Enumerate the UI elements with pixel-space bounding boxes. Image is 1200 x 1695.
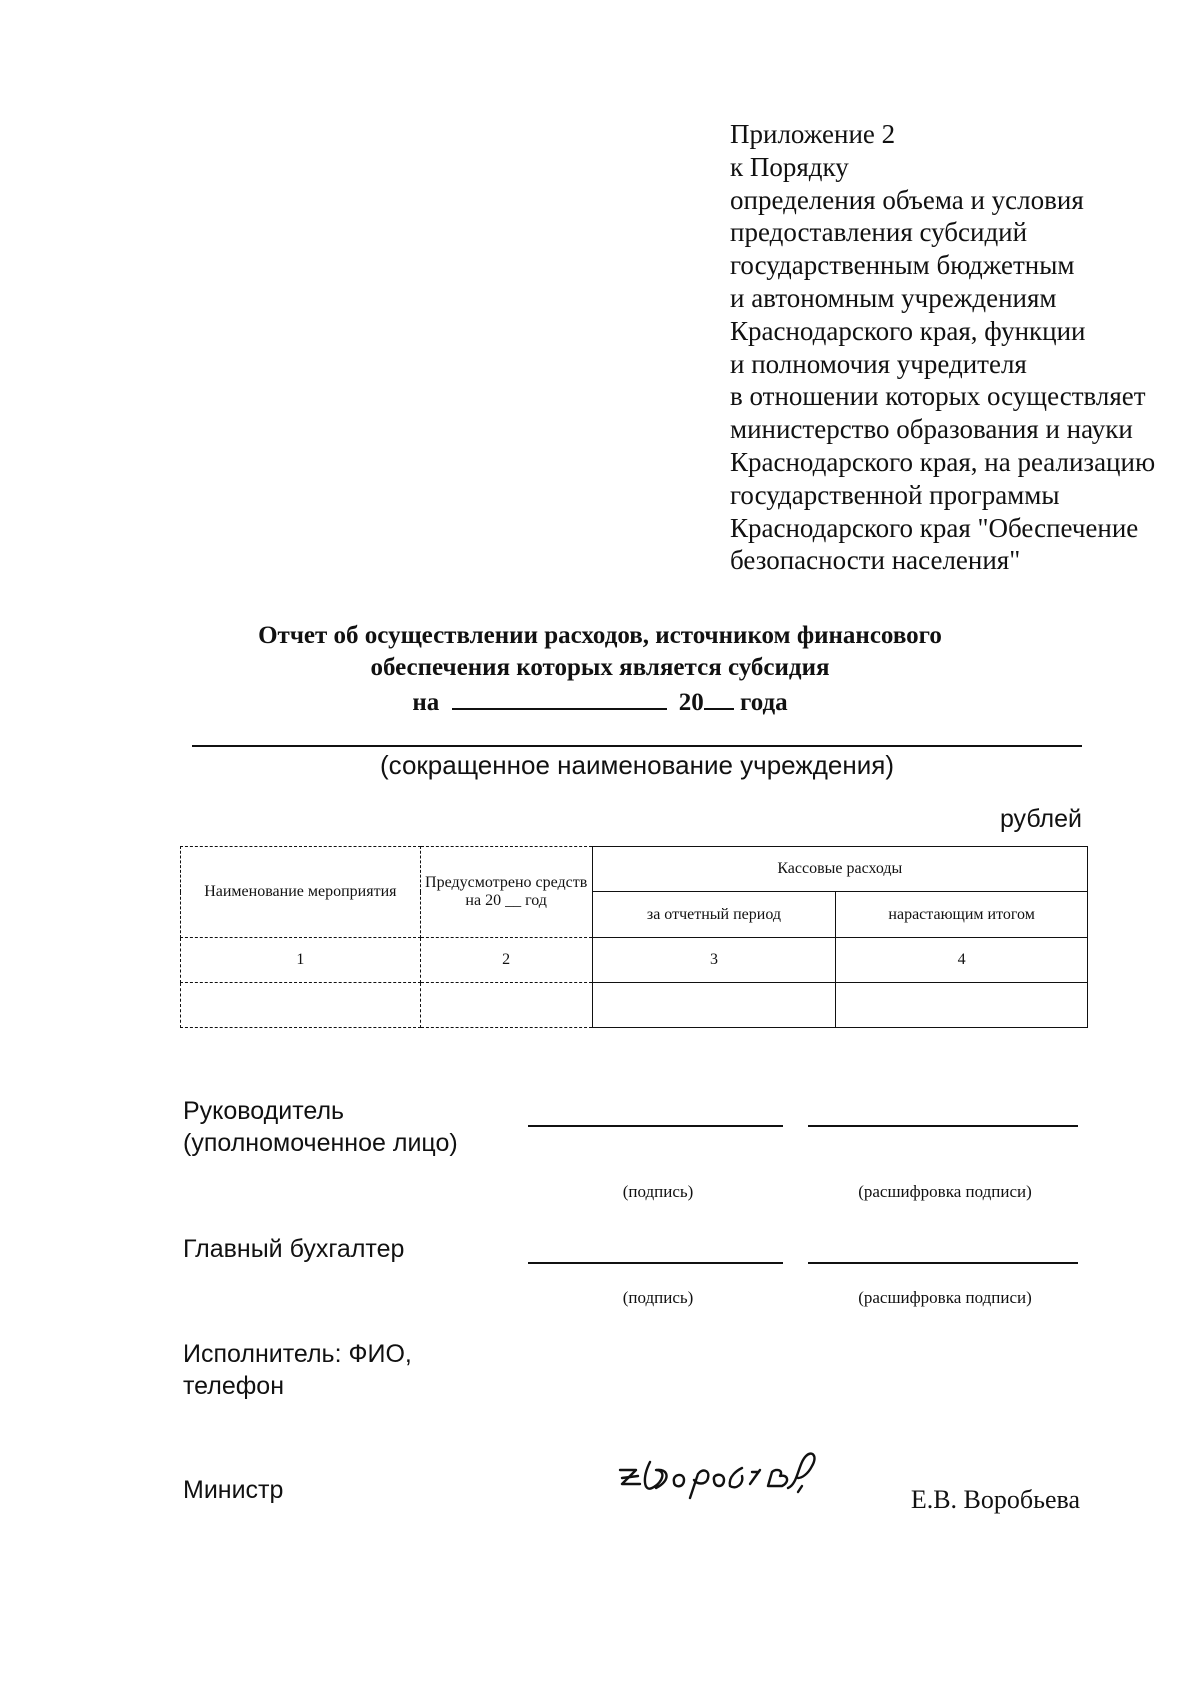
institution-caption: (сокращенное наименование учреждения): [380, 750, 894, 780]
table-cell[interactable]: [836, 983, 1088, 1028]
table-row: [181, 983, 1088, 1028]
head-signature-caption: (подпись): [622, 1182, 694, 1201]
appendix-line: Краснодарского края, функции: [730, 315, 1086, 346]
appendix-line: и полномочия учредителя: [730, 348, 1027, 379]
accountant-label: Главный бухгалтер: [183, 1235, 405, 1263]
appendix-line: министерство образования и науки: [730, 414, 1133, 445]
table-cell[interactable]: [592, 983, 836, 1028]
table-cell[interactable]: [181, 983, 421, 1028]
header-cumulative: нарастающим итогом: [836, 892, 1088, 938]
report-title-line-2: обеспечения которых является субсидия: [370, 654, 830, 681]
minister-label: Министр: [183, 1476, 284, 1504]
appendix-line: государственной программы: [730, 479, 1060, 510]
executor-label-line-2: телефон: [183, 1372, 285, 1400]
column-number: 4: [836, 938, 1088, 983]
appendix-line: Краснодарского края, на реализацию: [730, 446, 1156, 477]
year-blank: [704, 684, 734, 710]
date-prefix: на: [412, 689, 440, 716]
appendix-line: и автономным учреждениям: [730, 282, 1057, 313]
head-decode-caption: (расшифровка подписи): [858, 1182, 1032, 1201]
header-planned: Предусмотрено средств на 20 __ год: [420, 847, 592, 938]
header-cash-expenses: Кассовые расходы: [592, 847, 1087, 892]
appendix-line: к Порядку: [730, 151, 849, 182]
accountant-decode-caption: (расшифровка подписи): [858, 1288, 1032, 1307]
column-number: 1: [181, 938, 421, 983]
executor-label-line-1: Исполнитель: ФИО,: [183, 1340, 412, 1368]
head-signature-line[interactable]: [528, 1125, 783, 1127]
appendix-line: безопасности населения": [730, 545, 1021, 576]
accountant-signature-caption: (подпись): [622, 1288, 694, 1307]
accountant-signature-line[interactable]: [528, 1262, 783, 1264]
header-activity: Наименование мероприятия: [181, 847, 421, 938]
table-cell[interactable]: [420, 983, 592, 1028]
accountant-decode-line[interactable]: [808, 1262, 1078, 1264]
appendix-line: Приложение 2: [730, 119, 896, 149]
date-blank: [452, 684, 667, 710]
units-label: рублей: [999, 805, 1082, 833]
date-suffix: года: [740, 689, 788, 716]
table-header-row: [181, 847, 1088, 892]
appendix-line: Краснодарского края "Обеспечение: [730, 512, 1139, 543]
institution-blank-line: [192, 745, 1082, 747]
table-numbering-row: [181, 938, 1088, 983]
appendix-header: [730, 118, 1190, 577]
report-title-line-1: Отчет об осуществлении расходов, источником финансового: [258, 622, 942, 649]
minister-name: Е.В. Воробьева: [910, 1485, 1080, 1514]
head-label: [183, 1095, 458, 1159]
appendix-line: государственным бюджетным: [730, 250, 1075, 281]
head-label-line-1: Руководитель: [183, 1097, 345, 1125]
column-number: 3: [592, 938, 836, 983]
year-prefix: 20: [678, 689, 704, 716]
report-date-line: [150, 684, 1050, 719]
head-decode-line[interactable]: [808, 1125, 1078, 1127]
appendix-line: определения объема и условия: [730, 184, 1084, 215]
column-number: 2: [420, 938, 592, 983]
head-label-line-2: (уполномоченное лицо): [183, 1129, 458, 1157]
appendix-line: в отношении которых осуществляет: [730, 381, 1146, 412]
executor-label: [183, 1338, 412, 1402]
report-table: [180, 846, 1088, 1028]
header-reporting-period: за отчетный период: [592, 892, 836, 938]
appendix-line: предоставления субсидий: [730, 217, 1028, 248]
